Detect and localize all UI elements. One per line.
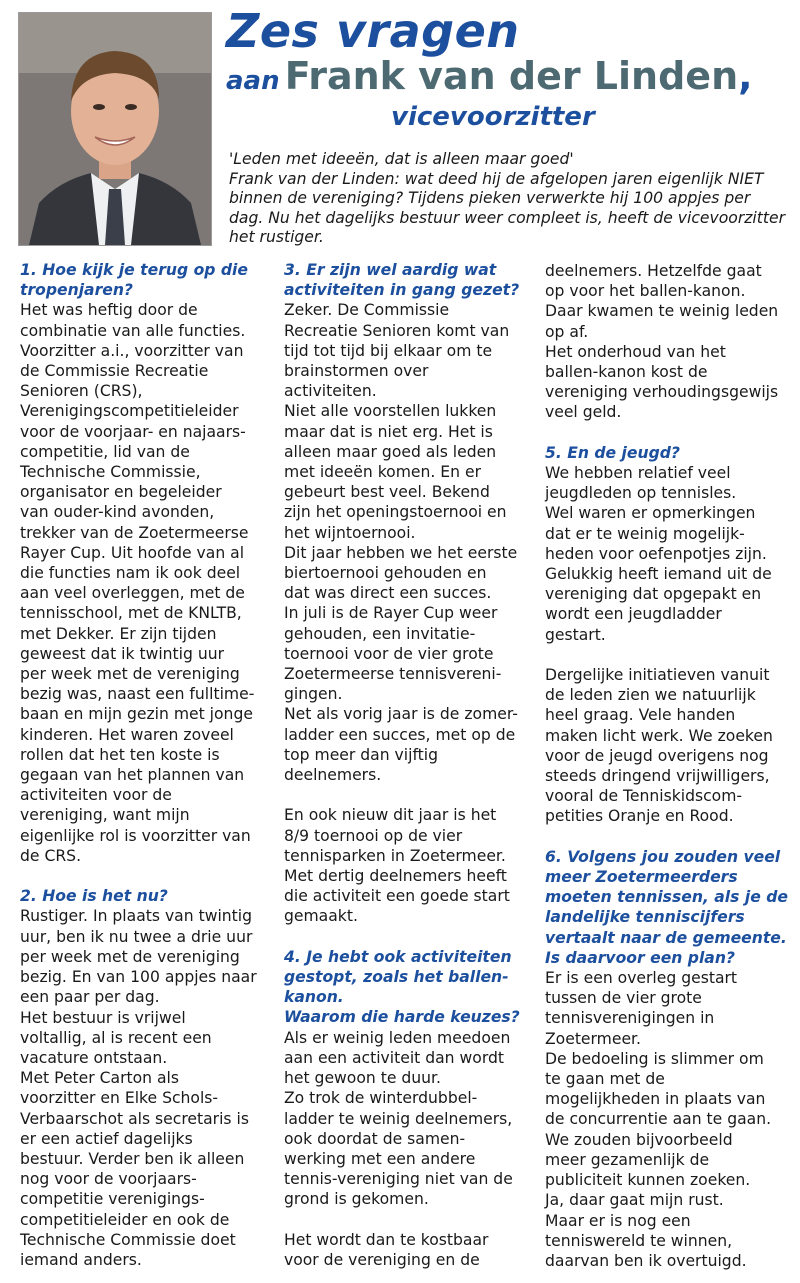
answer-line: die activiteit een goede start [284,887,510,906]
answer-line: tennisschool, met de KNLTB, [20,604,242,623]
question-5 [545,443,795,463]
headline-name-line [226,54,753,98]
answer-line: gehouden, een invitatie- [284,624,476,643]
headline: Zes vragen [226,4,520,58]
answer-line: tennisparken in Zoetermeer. [284,846,506,865]
answer-line: ook doordat de samen- [284,1129,466,1148]
answer-line: baan en mijn gezin met jonge [20,705,253,724]
answer-line: de concurrentie aan te gaan. [545,1110,772,1129]
answer-line: vacature ontstaan. [20,1048,168,1067]
answer-line: organisator en begeleider [20,483,222,502]
headline-comma: , [738,54,753,98]
answer-line: activiteiten. [284,382,377,401]
portrait-illustration [19,13,211,245]
answer-line: Verenigingscompetitieleider [20,402,239,421]
question-line: activiteiten in gang gezet? [284,281,520,300]
question-line: gestopt, zoals het ballen- [284,968,509,987]
paragraph-gap [284,785,532,805]
question-2 [20,886,270,906]
question-line: 3. Er zijn wel aardig wat [284,261,497,279]
answer-line: het wijntoernooi. [284,523,416,542]
question-3 [284,260,532,300]
answer-line: te gaan met de [545,1070,665,1089]
answer-line: We hebben relatief veel [545,464,731,483]
answer-line: Daar kwamen te weinig leden [545,302,779,321]
question-1 [20,260,270,300]
answer-line: Voorzitter a.i., voorzitter van [20,341,244,360]
answer-line: Zoetermeer. [545,1029,641,1048]
question-line: moeten tennissen, als je de [545,888,788,907]
answer-line: wordt een jeugdladder [545,605,722,624]
paragraph-gap [284,927,532,947]
answer-line: aan een activiteit dan wordt [284,1048,504,1067]
answer-line: Ja, daar gaat mijn rust. [545,1191,724,1210]
answer-line: deelnemers. Hetzelfde gaat [545,262,762,280]
question-line: vertaalt naar de gemeente. [545,928,787,947]
intro-body: Frank van der Linden: wat deed hij de afgelopen jaren eigenlijk NIET binnen de vereniging? Tijdens pieken verwerkte hij 100 appjes per dag. Nu het dagelijks bestuur weer compleet is, heeft de vicevoorzitter het rustiger. [229,169,785,246]
answer-line: Senioren (CRS), [20,382,143,401]
answer-line: voor de voorjaar- en najaars- [20,422,246,441]
answer-4-end [545,261,795,423]
answer-5 [545,463,795,645]
answer-line: kinderen. Het waren zoveel [20,725,234,744]
answer-line: die functies nam ik ook deel [20,564,241,583]
answer-line: Niet alle voorstellen lukken [284,402,497,421]
answer-6 [545,968,795,1271]
answer-line: grond is gekomen. [284,1190,429,1209]
answer-line: jeugdleden op tennisles. [545,484,737,503]
question-line: 5. En de jeugd? [545,443,680,462]
paragraph-gap [20,866,270,886]
answer-line: Rayer Cup. Uit hoofde van al [20,543,245,562]
column-3 [545,261,795,1271]
question-line: tropenjaren? [20,281,133,300]
answer-line: Verbaarschot als secretaris is [20,1109,249,1128]
column-1 [20,260,270,1270]
headline-aan: aan [226,66,280,96]
answer-line: deelnemers. [284,766,382,785]
answer-4 [284,1028,532,1210]
column-2 [284,260,532,1270]
answer-line: voorzitter en Elke Schols- [20,1089,219,1108]
answer-line: Zo trok de winterdubbel- [284,1089,478,1108]
answer-line: veel geld. [545,403,622,422]
answer-2 [20,906,270,1270]
answer-line: Dergelijke initiatieven vanuit [545,666,770,685]
answer-line: met ideeën komen. En er [284,463,482,482]
question-line: 1. Hoe kijk je terug op die [20,261,248,279]
answer-line: Als er weinig leden meedoen [284,1028,511,1047]
answer-line: Het wordt dan te kostbaar [284,1230,489,1249]
answer-line: dat er te weinig mogelijk- [545,524,745,543]
answer-line: Gelukkig heeft iemand uit de [545,565,772,584]
answer-line: tijd tot tijd bij elkaar om te [284,341,493,360]
answer-line: Met dertig deelnemers heeft [284,867,507,886]
answer-line: steeds dringend vrijwilligers, [545,767,770,786]
answer-1 [20,300,270,866]
paragraph-gap [545,645,795,665]
headline-name: Frank van der Linden [284,54,739,98]
answer-line: Technische Commissie, [20,463,201,482]
answer-4-continued [284,1230,532,1270]
answer-line: competitie verenigings- [20,1190,205,1209]
answer-line: een paar per dag. [20,988,160,1007]
question-4 [284,947,532,1028]
answer-line: met Dekker. Er zijn tijden [20,624,217,643]
answer-line: Technische Commissie doet [20,1230,236,1249]
answer-line: vooral de Tenniskidscom- [545,787,743,806]
answer-line: Dit jaar hebben we het eerste [284,543,518,562]
question-line: Is daarvoor een plan? [545,948,735,967]
answer-line: bezig. En van 100 appjes naar [20,968,257,987]
answer-line: Rustiger. In plaats van twintig [20,907,253,926]
answer-line: gegaan van het plannen van [20,766,245,785]
answer-line: bezig was, naast een fulltime- [20,685,255,704]
answer-line: op voor het ballen-kanon. [545,282,746,301]
answer-line: de CRS. [20,846,82,865]
intro-quote: 'Leden met ideeën, dat is alleen maar goed' [229,150,574,168]
paragraph-gap [545,423,795,443]
title-block [226,4,786,134]
answer-line: Zeker. De Commissie [284,301,450,320]
headline-role: vicevoorzitter [391,102,595,132]
question-line: 6. Volgens jou zouden veel [545,847,781,866]
answer-line: maken licht werk. We zoeken [545,726,773,745]
answer-line: gebeurt best veel. Bekend [284,483,490,502]
answer-3-continued [284,805,532,926]
answer-line: eigenlijke rol is voorzitter van [20,826,251,845]
answer-line: Het onderhoud van het [545,342,726,361]
answer-line: zijn het openingstoernooi en [284,503,507,522]
answer-line: gemaakt. [284,907,358,926]
question-line: 4. Je hebt ook activiteiten [284,947,512,966]
answer-line: mogelijkheden in plaats van [545,1090,766,1109]
paragraph-gap [545,827,795,847]
answer-line: brainstormen over [284,362,429,381]
answer-5-continued [545,665,795,827]
answer-line: Recreatie Senioren komt van [284,321,510,340]
answer-line: top meer dan vijftig [284,745,439,764]
answer-line: de leden zien we natuurlijk [545,686,756,705]
answer-line: daarvan ben ik overtuigd. [545,1251,747,1270]
answer-line: publiciteit kunnen zoeken. [545,1171,751,1190]
paragraph-gap [284,1210,532,1230]
answer-line: werking met een andere [284,1149,476,1168]
answer-line: Er is een overleg gestart [545,969,738,988]
answer-line: rollen dat het ten koste is [20,745,220,764]
answer-line: geweest dat ik twintig uur [20,644,225,663]
answer-line: het gewoon te duur. [284,1069,441,1088]
answer-line: ladder te weinig deelnemers, [284,1109,513,1128]
question-line: Waarom die harde keuzes? [284,1008,520,1027]
answer-line: tennis-vereniging niet van de [284,1170,513,1189]
answer-line: heel graag. Vele handen [545,706,736,725]
question-6 [545,847,795,968]
question-line: kanon. [284,988,344,1007]
answer-line: vereniging verhoudingsgewijs [545,383,779,402]
answer-line: nog voor de voorjaars- [20,1170,197,1189]
answer-line: uur, ben ik nu twee a drie uur [20,927,253,946]
answer-line: per week met de vereniging [20,665,240,684]
answer-line: In juli is de Rayer Cup weer [284,604,498,623]
answer-line: Net als vorig jaar is de zomer- [284,705,518,724]
answer-line: maar dat is niet erg. Het is [284,422,493,441]
portrait-photo [18,12,212,246]
answer-line: trekker van de Zoetermeerse [20,523,249,542]
answer-line: activiteiten voor de [20,786,172,805]
answer-line: voltallig, al is recent een [20,1028,212,1047]
answer-line: bestuur. Verder ben ik alleen [20,1149,245,1168]
answer-line: Zoetermeerse tennisvereni- [284,665,502,684]
answer-line: gestart. [545,625,606,644]
answer-line: 8/9 toernooi op de vier [284,826,463,845]
answer-line: heden voor oefenpotjes zijn. [545,544,767,563]
answer-line: de Commissie Recreatie [20,362,209,381]
answer-line: ladder een succes, met op de [284,725,516,744]
answer-line: van ouder-kind avonden, [20,503,215,522]
answer-line: competitie, lid van de [20,442,190,461]
answer-line: voor de jeugd overigens nog [545,746,769,765]
answer-line: De bedoeling is slimmer om [545,1049,764,1068]
answer-line: op af. [545,322,589,341]
answer-line: ballen-kanon kost de [545,363,708,382]
answer-line: petities Oranje en Rood. [545,807,734,826]
answer-3 [284,300,532,785]
answer-line: voor de vereniging en de [284,1250,480,1269]
answer-line: Met Peter Carton als [20,1069,179,1088]
question-line: meer Zoetermeerders [545,868,738,887]
answer-line: En ook nieuw dit jaar is het [284,806,497,825]
question-line: 2. Hoe is het nu? [20,887,168,906]
answer-line: tennisverenigingen in [545,1009,715,1028]
answer-line: vereniging dat opgepakt en [545,585,762,604]
question-line: landelijke tenniscijfers [545,908,745,927]
answer-line: biertoernooi gehouden en [284,564,487,583]
answer-line: per week met de vereniging [20,947,240,966]
answer-line: Het was heftig door de [20,301,198,320]
answer-line: meer gezamenlijk de [545,1150,710,1169]
answer-line: toernooi voor de vier grote [284,644,494,663]
answer-line: alleen maar goed als leden [284,442,497,461]
answer-line: tussen de vier grote [545,989,702,1008]
answer-line: gingen. [284,685,343,704]
answer-line: competitieleider en ook de [20,1210,230,1229]
answer-line: dat was direct een succes. [284,584,492,603]
intro-text [229,150,789,248]
answer-line: aan veel overleggen, met de [20,584,245,603]
answer-line: We zouden bijvoorbeeld [545,1130,733,1149]
answer-line: combinatie van alle functies. [20,321,246,340]
answer-line: Wel waren er opmerkingen [545,504,756,523]
answer-line: iemand anders. [20,1250,142,1269]
answer-line: tenniswereld te winnen, [545,1231,733,1250]
answer-line: er een actief dagelijks [20,1129,193,1148]
answer-line: Maar er is nog een [545,1211,691,1230]
answer-line: Het bestuur is vrijwel [20,1008,186,1027]
answer-line: vereniging, want mijn [20,806,190,825]
